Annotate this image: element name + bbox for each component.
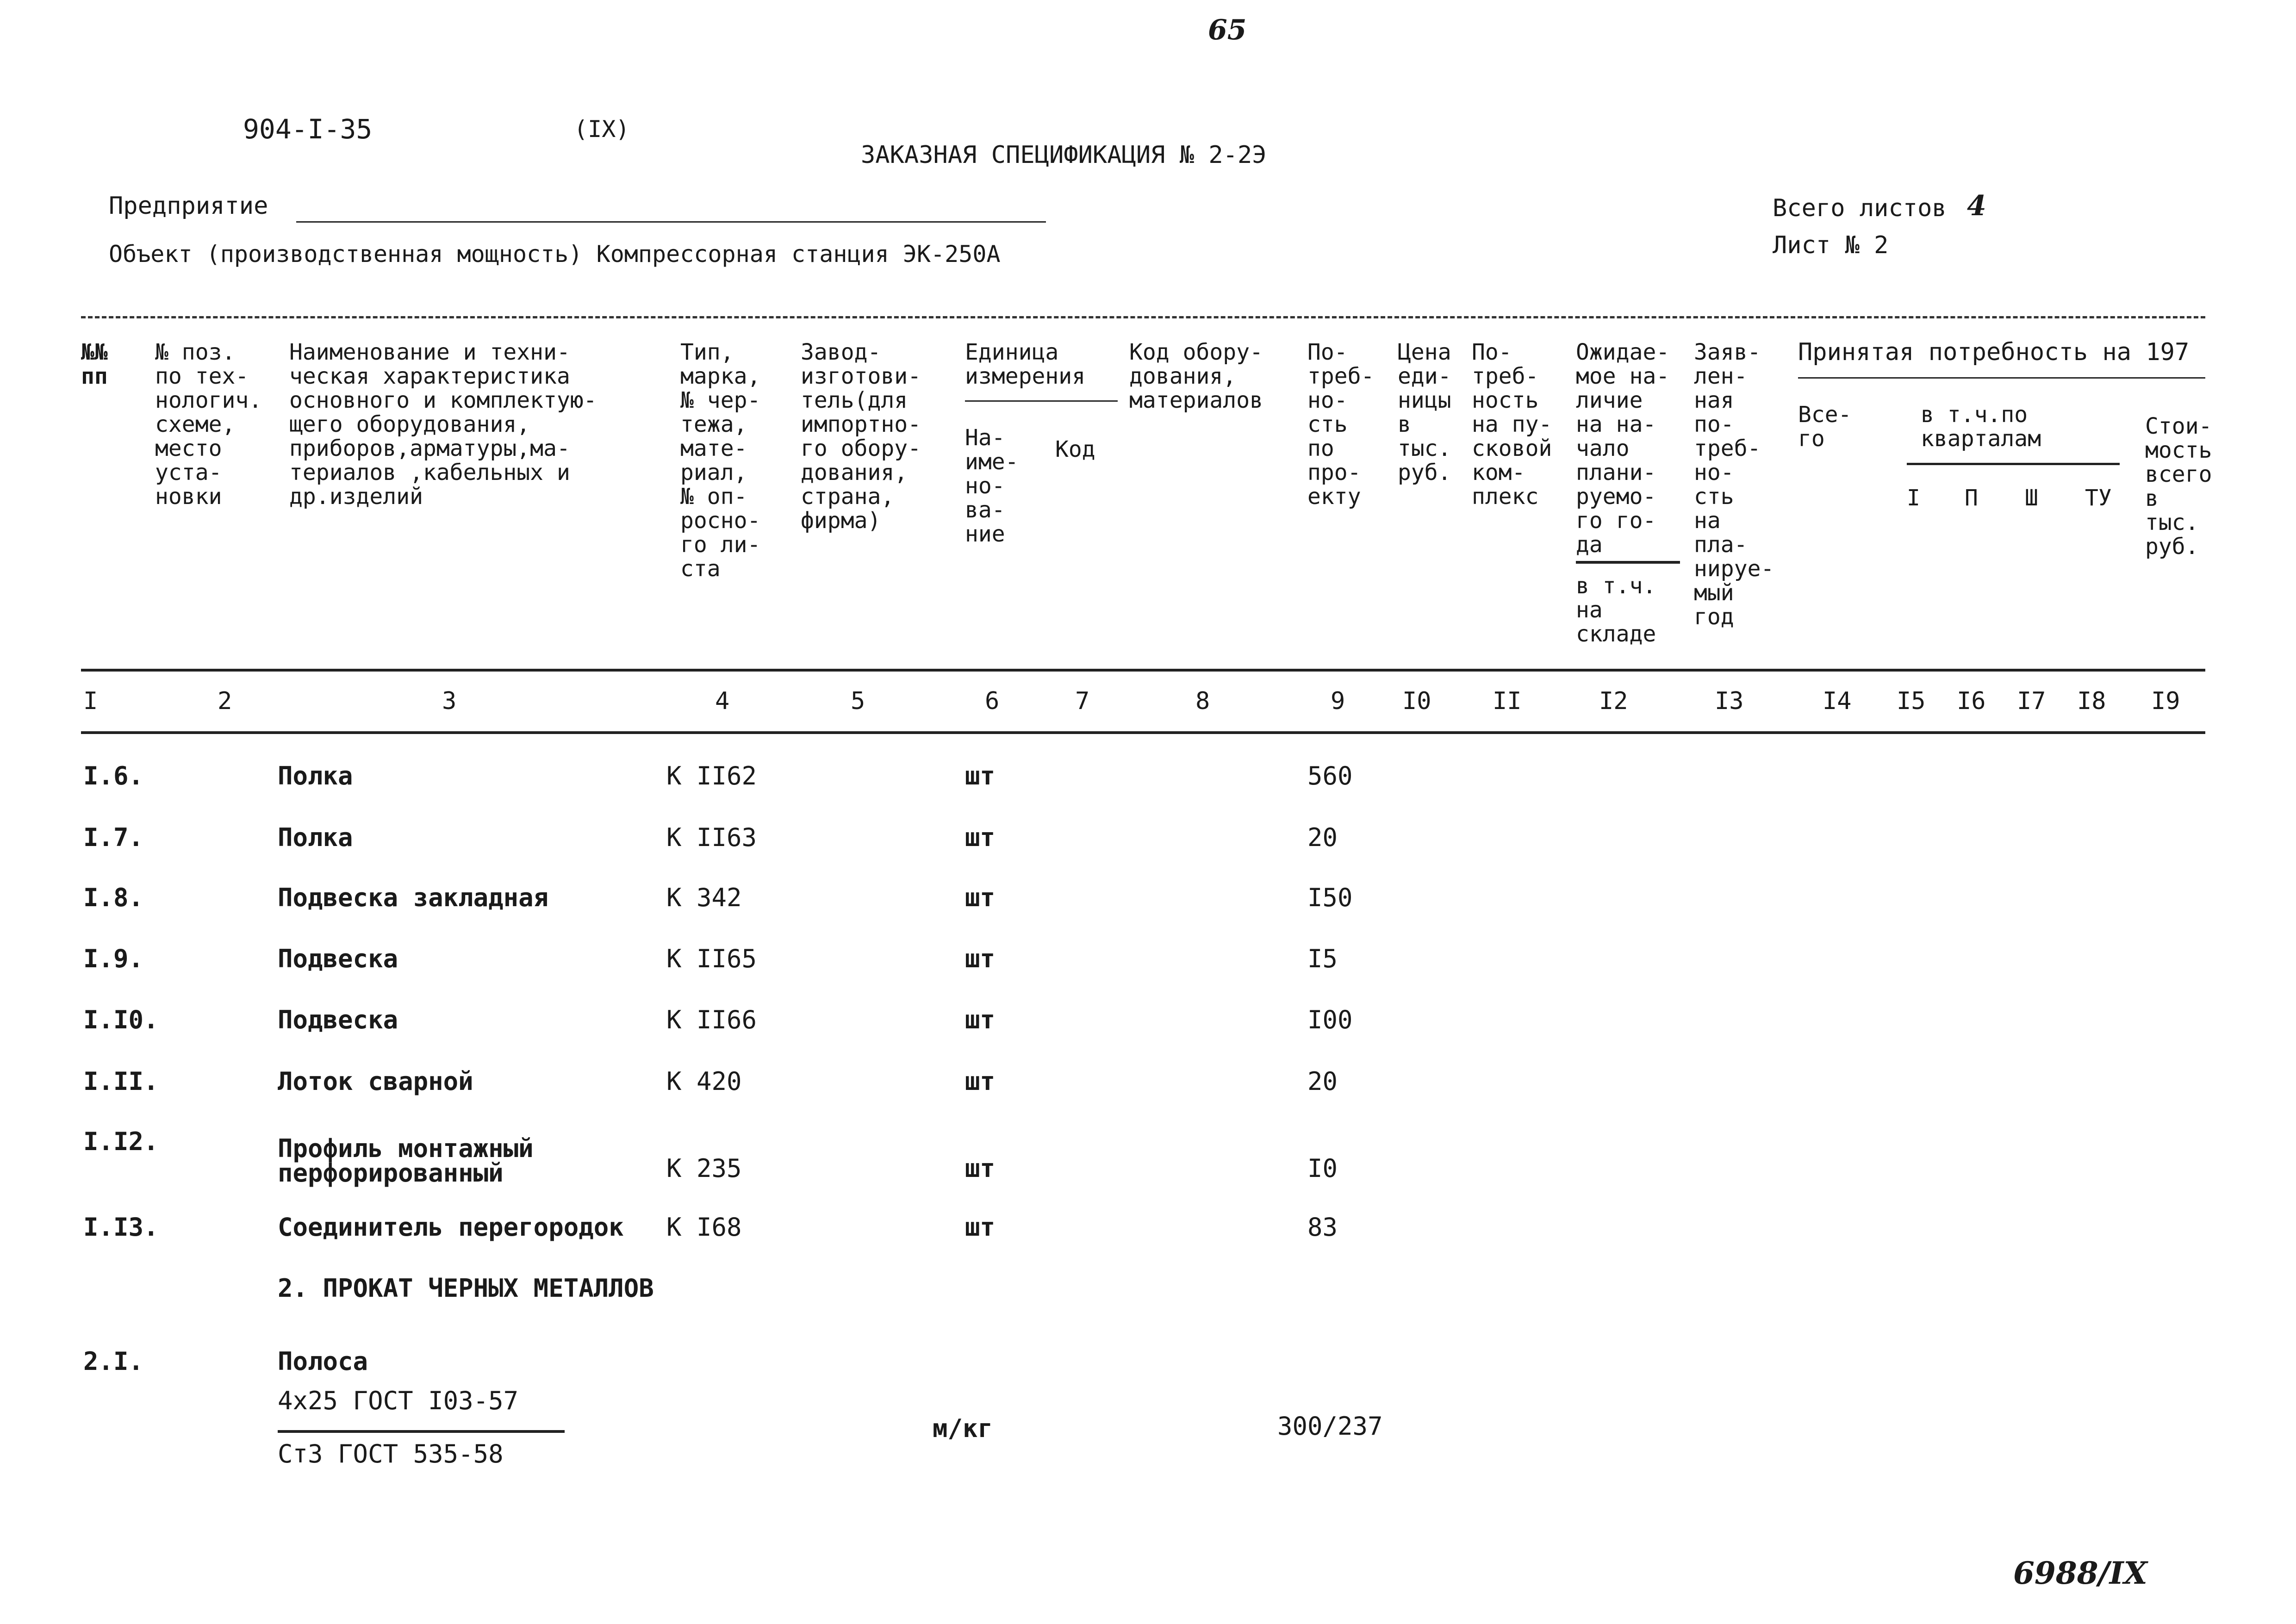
row-name: Полка	[278, 823, 353, 852]
row-unit: шт	[965, 1005, 996, 1034]
column-number: 9	[1331, 687, 1345, 715]
row-spec-top: 4x25 ГОСТ I03-57	[278, 1386, 519, 1415]
column-number: I5	[1897, 687, 1926, 715]
header-col7: Код	[1055, 436, 1095, 462]
header-col12-bottom: в т.ч. на складе	[1576, 573, 1656, 647]
enterprise-underline	[296, 221, 1046, 223]
table-row	[0, 1127, 2296, 1201]
row-qty: I0	[1307, 1154, 1338, 1183]
column-number: II	[1493, 687, 1522, 715]
column-number: I7	[2017, 687, 2046, 715]
row-name: Полка	[278, 761, 353, 790]
header-col3: Наименование и техни- ческая характеристика основного и комплектую- щего оборудования, приборов,арматуры,ма- териалов ,кабельных и др.изделий	[289, 339, 597, 510]
row-number: I.I2.	[83, 1127, 159, 1156]
row-number: I.II.	[83, 1067, 159, 1096]
header-col4: Тип, марка, № чер- тежа, мате- риал, № оп- росно- го ли- ста	[680, 339, 761, 582]
row-qty: 20	[1307, 823, 1338, 852]
accepted-group-rule	[1798, 377, 2205, 379]
doc-code: 904-I-35	[243, 113, 373, 145]
doc-volume: (IX)	[574, 116, 630, 143]
table-row	[0, 944, 2296, 981]
column-number: 5	[851, 687, 865, 715]
column-numbers-rule	[81, 731, 2205, 734]
table-row	[0, 823, 2296, 860]
header-q3: Ш	[2025, 485, 2038, 511]
unit-group-rule	[965, 400, 1118, 402]
row-unit: шт	[965, 823, 996, 852]
sheet-label: Лист № 2	[1773, 231, 1889, 259]
row-unit: шт	[965, 761, 996, 790]
column-number: I3	[1715, 687, 1744, 715]
row-name-line2: перфорированный	[278, 1158, 504, 1188]
column-number: 4	[715, 687, 730, 715]
table-row	[0, 761, 2296, 798]
header-unit-group: Единица измерения	[965, 339, 1086, 389]
column-number: I	[83, 687, 98, 715]
header-col14: Все- го	[1798, 402, 1852, 452]
page-number: 65	[1208, 14, 1247, 46]
row-number: I.I0.	[83, 1005, 159, 1034]
row-name: Соединитель перегородок	[278, 1213, 624, 1242]
table-row	[0, 1005, 2296, 1042]
column-number: I6	[1957, 687, 1986, 715]
row-unit: шт	[965, 883, 996, 912]
header-col19: Стои- мость всего в тыс. руб.	[2145, 413, 2212, 560]
row-number: I.9.	[83, 944, 144, 973]
row-type: К II62	[666, 761, 757, 790]
header-col5: Завод- изготови- тель(для импортно- го обору- дования, страна, фирма)	[801, 339, 921, 534]
archive-number: 6988/IX	[2013, 1555, 2147, 1591]
row-qty: 83	[1307, 1213, 1338, 1242]
row-unit: шт	[965, 1067, 996, 1096]
row-qty: I50	[1307, 883, 1353, 912]
header-quarters-group: в т.ч.по кварталам	[1921, 402, 2041, 452]
column-number: 7	[1075, 687, 1090, 715]
enterprise-label: Предприятие	[109, 192, 268, 220]
row-name: Полоса	[278, 1347, 368, 1376]
header-col13: Заяв- лен- ная по- треб- но- сть на пла- нируе- мый год	[1694, 339, 1774, 630]
row-name-line1: Профиль монтажный	[278, 1134, 534, 1163]
table-row	[0, 883, 2296, 920]
column-number: 6	[985, 687, 1000, 715]
column-number: I2	[1599, 687, 1628, 715]
row-type: К 420	[666, 1067, 742, 1096]
header-col9: По- треб- но- сть по про- екту	[1307, 339, 1375, 510]
row-unit: шт	[965, 1154, 996, 1183]
row-unit: м/кг	[933, 1414, 993, 1443]
row-name: Подвеска закладная	[278, 883, 549, 912]
row-number: I.6.	[83, 761, 144, 790]
quarters-group-rule	[1907, 463, 2120, 465]
row-spec-bottom: Ст3 ГОСТ 535-58	[278, 1439, 504, 1468]
col12-split-rule	[1576, 561, 1680, 564]
header-col11: По- треб- ность на пу- сковой ком- плекс	[1472, 339, 1552, 510]
row-qty: 560	[1307, 761, 1353, 790]
header-accepted-group: Принятая потребность на 197	[1798, 338, 2190, 366]
header-col10: Цена еди- ницы в тыс. руб.	[1398, 339, 1451, 485]
row-number: 2.I.	[83, 1347, 144, 1376]
row-qty: I5	[1307, 944, 1338, 973]
row-name: Подвеска	[278, 944, 398, 973]
row-unit: шт	[965, 1213, 996, 1242]
column-number: 3	[442, 687, 457, 715]
row-unit: шт	[965, 944, 996, 973]
row-number: I.8.	[83, 883, 144, 912]
row-type: К II65	[666, 944, 757, 973]
header-col2: № поз. по тех- нологич. схеме, место уста- новки	[155, 339, 262, 510]
total-sheets-value: 4	[1967, 190, 1986, 222]
row-type: К I68	[666, 1213, 742, 1242]
row-qty: I00	[1307, 1005, 1353, 1034]
header-q1: I	[1907, 485, 1920, 511]
header-col12-top: Ожидае- мое на- личие на на- чало плани- руемо- го го- да	[1576, 339, 1670, 558]
table-row	[0, 1213, 2296, 1250]
row-number: I.I3.	[83, 1213, 159, 1242]
row-qty: 300/237	[1277, 1412, 1383, 1441]
column-number: 2	[218, 687, 232, 715]
row-name: Лоток сварной	[278, 1067, 473, 1096]
row-type: К 235	[666, 1154, 742, 1183]
column-number: I4	[1823, 687, 1852, 715]
table-top-rule	[81, 316, 2205, 318]
header-q2: П	[1965, 485, 1978, 511]
document-title: ЗАКАЗНАЯ СПЕЦИФИКАЦИЯ № 2-2Э	[861, 141, 1267, 169]
table-row	[0, 1067, 2296, 1104]
row-type: К 342	[666, 883, 742, 912]
header-q4: ТУ	[2085, 485, 2112, 511]
row-qty: 20	[1307, 1067, 1338, 1096]
section-title: 2. ПРОКАТ ЧЕРНЫХ МЕТАЛЛОВ	[278, 1274, 654, 1303]
column-number: I8	[2077, 687, 2106, 715]
column-number: 8	[1195, 687, 1210, 715]
header-col6: На- име- но- ва- ние	[965, 425, 1019, 547]
header-col1: №№ пп	[81, 339, 108, 389]
row-type: К II66	[666, 1005, 757, 1034]
total-sheets-label: Всего листов	[1773, 194, 1947, 222]
row-number: I.7.	[83, 823, 144, 852]
header-col8: Код обору- дования, материалов	[1129, 339, 1263, 413]
header-bottom-rule	[81, 669, 2205, 672]
object-label: Объект (производственная мощность) Компрессорная станция ЭК-250А	[109, 241, 1001, 268]
row-type: К II63	[666, 823, 757, 852]
column-number: I0	[1402, 687, 1431, 715]
spec-fraction-rule	[278, 1430, 565, 1433]
row-name: Подвеска	[278, 1005, 398, 1034]
column-number: I9	[2151, 687, 2180, 715]
